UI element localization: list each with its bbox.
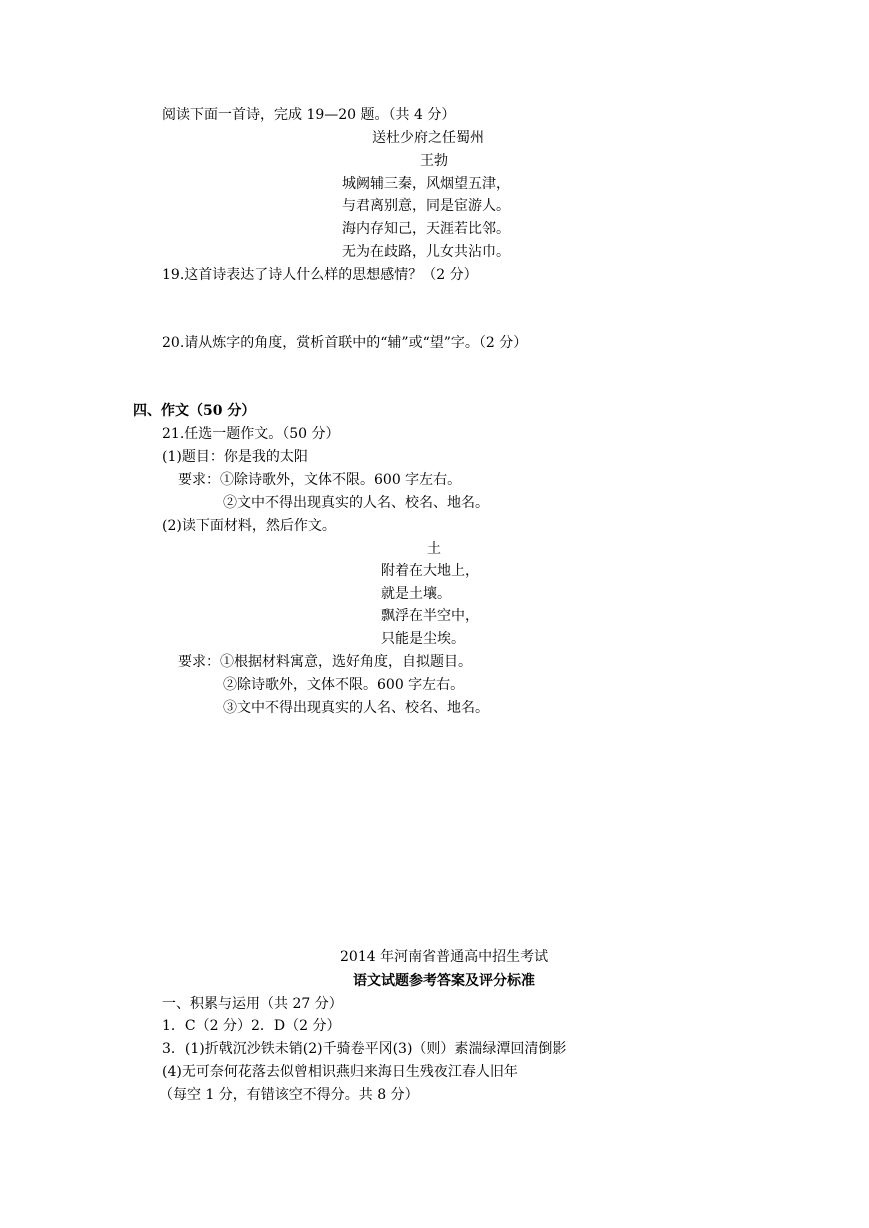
poem-title: 送杜少府之任蜀州 bbox=[372, 130, 484, 146]
question-20: 20.请从炼字的角度，赏析首联中的“辅”或“望”字。（2 分） bbox=[162, 335, 528, 351]
option-1-requirement-2: ②文中不得出现真实的人名、校名、地名。 bbox=[223, 495, 489, 511]
option-2-requirement-1: 要求：①根据材料寓意，选好角度，自拟题目。 bbox=[178, 654, 472, 670]
option-1-title: (1)题目：你是我的太阳 bbox=[162, 449, 308, 465]
option-2-requirement-2: ②除诗歌外，文体不限。600 字左右。 bbox=[223, 677, 465, 693]
poem-intro: 阅读下面一首诗，完成 19—20 题。（共 4 分） bbox=[162, 107, 456, 123]
material-line-4: 只能是尘埃。 bbox=[381, 631, 465, 647]
answer-3-line-2: (4)无可奈何花落去似曾相识燕归来海日生残夜江春人旧年 bbox=[162, 1064, 518, 1080]
answer-1-2: 1．C（2 分）2．D（2 分） bbox=[162, 1018, 341, 1034]
answer-key-title: 2014 年河南省普通高中招生考试 bbox=[340, 949, 549, 965]
answer-3-line-1: 3．(1)折戟沉沙铁未销(2)千骑卷平冈(3)（则）素湍绿潭回清倒影 bbox=[162, 1041, 567, 1057]
essay-heading: 四、作文（50 分） bbox=[133, 403, 256, 419]
answer-3-note: （每空 1 分，有错该空不得分。共 8 分） bbox=[159, 1087, 419, 1103]
answer-part-1-heading: 一、积累与运用（共 27 分） bbox=[162, 996, 343, 1012]
option-2-requirement-3: ③文中不得出现真实的人名、校名、地名。 bbox=[223, 700, 489, 716]
poem-author: 王勃 bbox=[420, 153, 448, 169]
question-19: 19.这首诗表达了诗人什么样的思想感情？（2 分） bbox=[162, 267, 478, 283]
question-21: 21.任选一题作文。（50 分） bbox=[162, 426, 340, 442]
poem-line-4: 无为在歧路，儿女共沾巾。 bbox=[342, 244, 510, 260]
material-line-1: 附着在大地上， bbox=[381, 563, 479, 579]
material-title: 土 bbox=[427, 541, 441, 557]
option-1-requirement-1: 要求：①除诗歌外，文体不限。600 字左右。 bbox=[178, 472, 462, 488]
answer-key-subtitle: 语文试题参考答案及评分标准 bbox=[353, 973, 535, 989]
option-2-intro: (2)读下面材料，然后作文。 bbox=[162, 518, 336, 534]
poem-line-3: 海内存知己，天涯若比邻。 bbox=[342, 221, 510, 237]
material-line-2: 就是土壤。 bbox=[381, 586, 451, 602]
poem-line-2: 与君离别意，同是宦游人。 bbox=[342, 198, 510, 214]
material-line-3: 飘浮在半空中， bbox=[381, 608, 479, 624]
poem-line-1: 城阙辅三秦，风烟望五津， bbox=[342, 176, 510, 192]
